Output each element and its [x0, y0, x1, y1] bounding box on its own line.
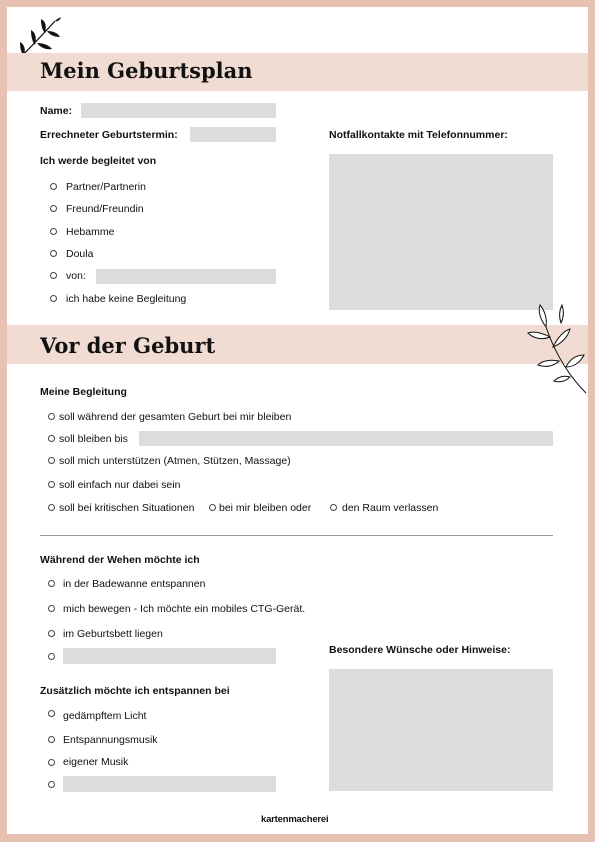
page-title: Mein Geburtsplan: [40, 58, 253, 83]
brand-logo: kartenmacherei: [261, 814, 329, 825]
companion-radio[interactable]: [50, 228, 57, 235]
option-radio[interactable]: [48, 457, 55, 464]
option-radio[interactable]: [48, 413, 55, 420]
relax-option: Entspannungsmusik: [63, 734, 158, 746]
option-radio[interactable]: [48, 605, 55, 612]
critical-suboption: den Raum verlassen: [342, 502, 439, 514]
stay-until-field[interactable]: [139, 431, 553, 446]
companion-radio[interactable]: [50, 250, 57, 257]
leaf-branch-icon: [526, 301, 590, 395]
critical-suboption: bei mir bleiben oder: [219, 502, 312, 514]
labor-option: im Geburtsbett liegen: [63, 628, 163, 640]
companion-option: soll während der gesamten Geburt bei mir bleiben: [59, 411, 292, 423]
emergency-contacts-label: Notfallkontakte mit Telefonnummer:: [329, 129, 508, 141]
relax-option: eigener Musik: [63, 756, 129, 768]
companion-option: Partner/Partnerin: [66, 181, 146, 193]
emergency-contacts-field[interactable]: [329, 154, 553, 310]
option-radio[interactable]: [209, 504, 216, 511]
companion-radio[interactable]: [50, 272, 57, 279]
option-radio[interactable]: [48, 435, 55, 442]
due-date-field[interactable]: [190, 127, 276, 142]
option-radio[interactable]: [48, 504, 55, 511]
companion-option: ich habe keine Begleitung: [66, 293, 187, 305]
companion-radio[interactable]: [50, 183, 57, 190]
name-field[interactable]: [81, 103, 276, 118]
divider: [40, 535, 553, 536]
option-radio[interactable]: [48, 759, 55, 766]
labor-option: mich bewegen - Ich möchte ein mobiles CTG-Gerät.: [63, 603, 306, 615]
option-radio[interactable]: [48, 710, 55, 717]
companion-option: soll bei kritischen Situationen: [59, 502, 195, 514]
companion-option: von:: [66, 270, 86, 282]
companion-option: Doula: [66, 248, 94, 260]
labor-heading: Während der Wehen möchte ich: [40, 554, 200, 566]
relax-option: gedämpftem Licht: [63, 710, 147, 722]
relax-heading: Zusätzlich möchte ich entspannen bei: [40, 685, 230, 697]
companion-option: soll bleiben bis: [59, 433, 128, 445]
due-date-label: Errechneter Geburtstermin:: [40, 129, 178, 141]
option-radio[interactable]: [48, 781, 55, 788]
companion-option: soll einfach nur dabei sein: [59, 479, 181, 491]
companion-radio[interactable]: [50, 295, 57, 302]
option-radio[interactable]: [48, 653, 55, 660]
relax-other-field[interactable]: [63, 776, 276, 792]
accompanied-label: Ich werde begleitet von: [40, 155, 157, 167]
section-title: Vor der Geburt: [40, 333, 216, 358]
companion-option: Hebamme: [66, 226, 115, 238]
wishes-field[interactable]: [329, 669, 553, 791]
option-radio[interactable]: [48, 736, 55, 743]
companion-radio[interactable]: [50, 205, 57, 212]
option-radio[interactable]: [48, 481, 55, 488]
labor-other-field[interactable]: [63, 648, 276, 664]
option-radio[interactable]: [48, 630, 55, 637]
wishes-label: Besondere Wünsche oder Hinweise:: [329, 644, 511, 656]
labor-option: in der Badewanne entspannen: [63, 578, 206, 590]
option-radio[interactable]: [330, 504, 337, 511]
companion-other-field[interactable]: [96, 269, 276, 284]
companion-heading: Meine Begleitung: [40, 386, 127, 398]
companion-option: soll mich unterstützen (Atmen, Stützen, Massage): [59, 455, 291, 467]
birth-plan-page: [7, 7, 588, 834]
companion-option: Freund/Freundin: [66, 203, 144, 215]
name-label: Name:: [40, 105, 73, 117]
option-radio[interactable]: [48, 580, 55, 587]
